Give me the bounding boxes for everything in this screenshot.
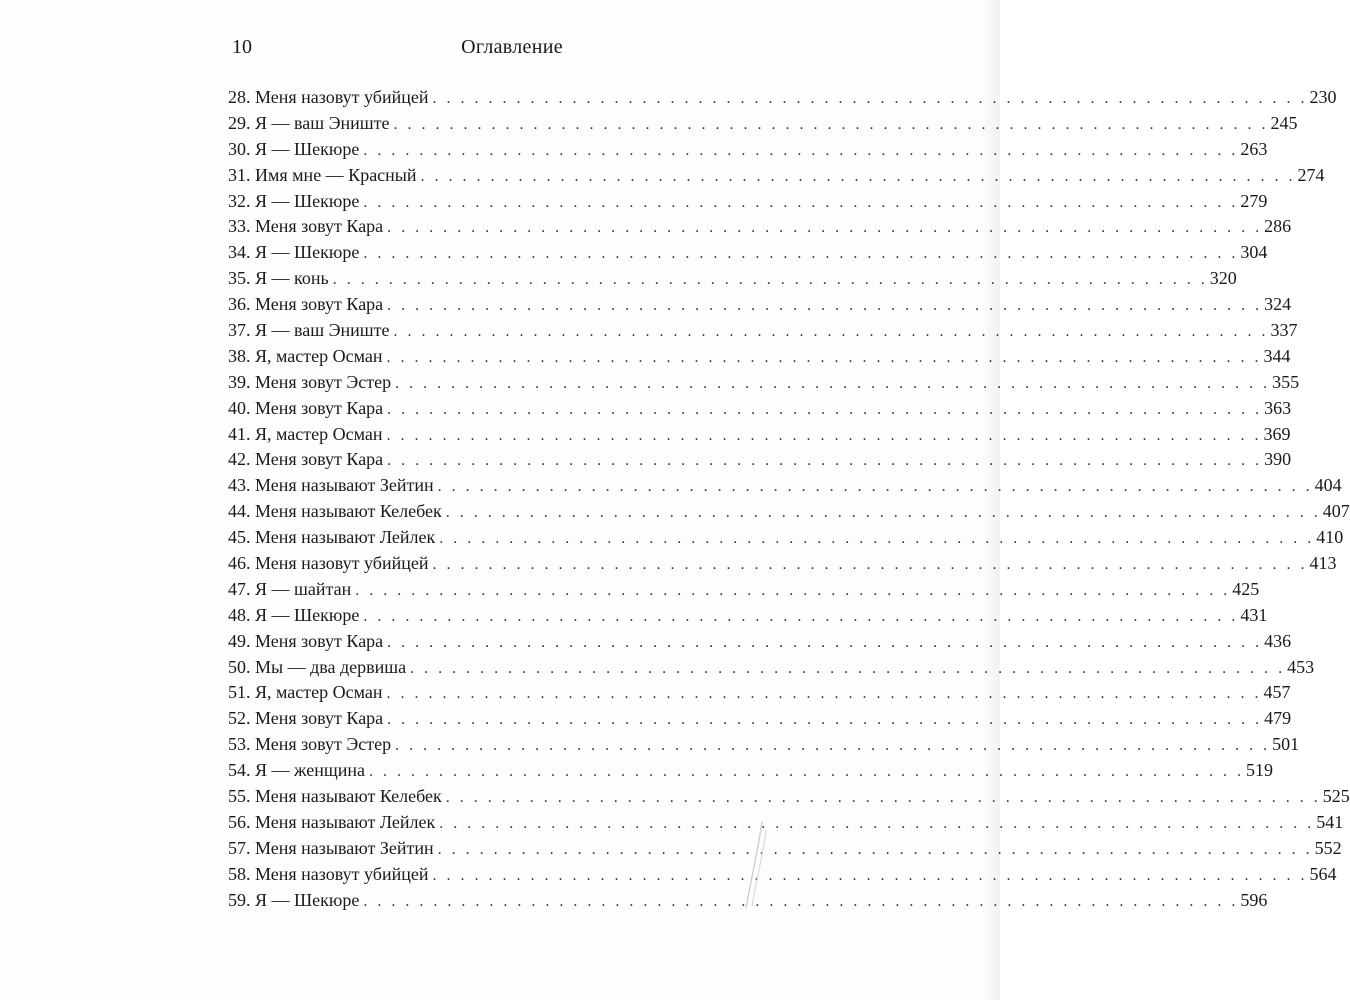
toc-entry bbox=[228, 214, 1292, 240]
toc-leader-dots: . . . . . . . . . . . . . . . . . . . . . . . . . . . . . . . . . . . . . . . . . . . . . . . . . . . . . . . . . . . . . . . bbox=[395, 737, 1271, 755]
toc-leader-dots: . . . . . . . . . . . . . . . . . . . . . . . . . . . . . . . . . . . . . . . . . . . . . . . . . . . . . . . . . . . . . . . bbox=[445, 504, 1321, 522]
toc-entry-page: 501 bbox=[1272, 734, 1300, 755]
toc-entry bbox=[228, 758, 1273, 784]
toc-entry-title: 40. Меня зовут Кара bbox=[228, 397, 384, 418]
toc-entry bbox=[228, 111, 1298, 137]
toc-leader-dots: . . . . . . . . . . . . . . . . . . . . . . . . . . . . . . . . . . . . . . . . . . . . . . . . . . . . . . . . . . . . . . . bbox=[395, 374, 1271, 392]
toc-entry-title: 38. Я, мастер Осман bbox=[228, 345, 383, 366]
toc-entry-title: 44. Меня называют Келебек bbox=[228, 501, 442, 522]
page-number: 10 bbox=[232, 36, 252, 58]
toc-leader-dots: . . . . . . . . . . . . . . . . . . . . . . . . . . . . . . . . . . . . . . . . . . . . . . . . . . . . . . . . . . . . . . . bbox=[386, 426, 1262, 444]
toc-entry-page: 363 bbox=[1264, 397, 1292, 418]
toc-entry bbox=[228, 862, 1337, 888]
toc-leader-dots: . . . . . . . . . . . . . . . . . . . . . . . . . . . . . . . . . . . . . . . . . . . . . . . . . . . . . . . . . . . . . . . bbox=[387, 633, 1263, 651]
toc-entry-page: 279 bbox=[1240, 190, 1268, 211]
table-of-contents bbox=[228, 85, 1350, 914]
toc-leader-dots: . . . . . . . . . . . . . . . . . . . . . . . . . . . . . . . . . . . . . . . . . . . . . . . . . . . . . . . . . . . . . . . bbox=[393, 115, 1269, 133]
toc-entry-page: 457 bbox=[1263, 682, 1291, 703]
toc-entry-page: 425 bbox=[1232, 578, 1260, 599]
toc-leader-dots: . . . . . . . . . . . . . . . . . . . . . . . . . . . . . . . . . . . . . . . . . . . . . . . . . . . . . . . . . . . . . . . bbox=[437, 478, 1313, 496]
toc-leader-dots: . . . . . . . . . . . . . . . . . . . . . . . . . . . . . . . . . . . . . . . . . . . . . . . . . . . . . . . . . . . . . . . bbox=[363, 245, 1239, 263]
toc-entry-title: 33. Меня зовут Кара bbox=[228, 216, 384, 237]
toc-entry bbox=[228, 888, 1268, 914]
toc-leader-dots: . . . . . . . . . . . . . . . . . . . . . . . . . . . . . . . . . . . . . . . . . . . . . . . . . . . . . . . . . . . . . . . bbox=[387, 219, 1263, 237]
toc-leader-dots: . . . . . . . . . . . . . . . . . . . . . . . . . . . . . . . . . . . . . . . . . . . . . . . . . . . . . . . . . . . . . . . bbox=[387, 297, 1263, 315]
toc-entry-page: 436 bbox=[1264, 630, 1292, 651]
toc-entry-title: 58. Меня назовут убийцей bbox=[228, 863, 429, 884]
toc-leader-dots: . . . . . . . . . . . . . . . . . . . . . . . . . . . . . . . . . . . . . . . . . . . . . . . . . . . . . . . . . . . . . . . bbox=[439, 530, 1315, 548]
toc-entry-title: 41. Я, мастер Осман bbox=[228, 423, 383, 444]
toc-entry-title: 47. Я — шайтан bbox=[228, 578, 352, 599]
toc-entry bbox=[228, 680, 1291, 706]
toc-entry-title: 55. Меня называют Келебек bbox=[228, 786, 442, 807]
toc-entry-page: 413 bbox=[1309, 553, 1337, 574]
toc-entry-page: 286 bbox=[1264, 216, 1292, 237]
toc-entry-page: 525 bbox=[1322, 786, 1350, 807]
toc-entry bbox=[228, 810, 1344, 836]
toc-leader-dots: . . . . . . . . . . . . . . . . . . . . . . . . . . . . . . . . . . . . . . . . . . . . . . . . . . . . . . . . . . . . . . . bbox=[363, 141, 1239, 159]
toc-entry bbox=[228, 292, 1292, 318]
toc-entry bbox=[228, 577, 1260, 603]
toc-leader-dots: . . . . . . . . . . . . . . . . . . . . . . . . . . . . . . . . . . . . . . . . . . . . . . . . . . . . . . . . . . . . . . . bbox=[363, 892, 1239, 910]
page-header bbox=[232, 30, 792, 64]
toc-leader-dots: . . . . . . . . . . . . . . . . . . . . . . . . . . . . . . . . . . . . . . . . . . . . . . . . . . . . . . . . . . . . . . . bbox=[432, 90, 1308, 107]
toc-entry-title: 57. Меня называют Зейтин bbox=[228, 837, 434, 858]
running-title: Оглавление bbox=[461, 36, 563, 58]
toc-entry-page: 552 bbox=[1314, 837, 1342, 858]
toc-leader-dots: . . . . . . . . . . . . . . . . . . . . . . . . . . . . . . . . . . . . . . . . . . . . . . . . . . . . . . . . . . . . . . . bbox=[445, 789, 1321, 807]
toc-entry-page: 407 bbox=[1322, 501, 1350, 522]
toc-entry-title: 52. Меня зовут Кара bbox=[228, 708, 384, 729]
toc-entry bbox=[228, 525, 1344, 551]
toc-entry-title: 59. Я — Шекюре bbox=[228, 889, 360, 910]
toc-entry-title: 53. Меня зовут Эстер bbox=[228, 734, 392, 755]
toc-entry-page: 453 bbox=[1287, 656, 1315, 677]
toc-leader-dots: . . . . . . . . . . . . . . . . . . . . . . . . . . . . . . . . . . . . . . . . . . . . . . . . . . . . . . . . . . . . . . . bbox=[332, 271, 1208, 289]
toc-entry-page: 541 bbox=[1316, 811, 1344, 832]
toc-entry bbox=[228, 163, 1325, 189]
toc-entry bbox=[228, 266, 1237, 292]
toc-entry-page: 410 bbox=[1316, 527, 1344, 548]
toc-entry bbox=[228, 396, 1292, 422]
toc-leader-dots: . . . . . . . . . . . . . . . . . . . . . . . . . . . . . . . . . . . . . . . . . . . . . . . . . . . . . . . . . . . . . . . bbox=[387, 452, 1263, 470]
toc-entry-title: 51. Я, мастер Осман bbox=[228, 682, 383, 703]
toc-leader-dots: . . . . . . . . . . . . . . . . . . . . . . . . . . . . . . . . . . . . . . . . . . . . . . . . . . . . . . . . . . . . . . . bbox=[410, 659, 1286, 677]
toc-entry-page: 337 bbox=[1270, 320, 1298, 341]
toc-leader-dots: . . . . . . . . . . . . . . . . . . . . . . . . . . . . . . . . . . . . . . . . . . . . . . . . . . . . . . . . . . . . . . . bbox=[363, 607, 1239, 625]
toc-entry bbox=[228, 629, 1292, 655]
toc-leader-dots: . . . . . . . . . . . . . . . . . . . . . . . . . . . . . . . . . . . . . . . . . . . . . . . . . . . . . . . . . . . . . . . bbox=[420, 167, 1296, 185]
toc-leader-dots: . . . . . . . . . . . . . . . . . . . . . . . . . . . . . . . . . . . . . . . . . . . . . . . . . . . . . . . . . . . . . . . bbox=[387, 400, 1263, 418]
toc-entry-page: 519 bbox=[1245, 760, 1273, 781]
toc-entry-page: 274 bbox=[1297, 164, 1325, 185]
pencil-mark-icon bbox=[740, 820, 770, 910]
toc-entry bbox=[228, 732, 1300, 758]
toc-entry-page: 245 bbox=[1270, 112, 1298, 133]
toc-entry bbox=[228, 344, 1291, 370]
toc-entry-page: 390 bbox=[1264, 449, 1292, 470]
toc-entry-page: 564 bbox=[1309, 863, 1337, 884]
toc-entry-page: 320 bbox=[1209, 268, 1237, 289]
toc-entry bbox=[228, 603, 1268, 629]
toc-entry-title: 35. Я — конь bbox=[228, 268, 329, 289]
toc-entry bbox=[228, 473, 1342, 499]
toc-entry-title: 45. Меня называют Лейлек bbox=[228, 527, 436, 548]
toc-entry bbox=[228, 655, 1315, 681]
toc-leader-dots: . . . . . . . . . . . . . . . . . . . . . . . . . . . . . . . . . . . . . . . . . . . . . . . . . . . . . . . . . . . . . . . bbox=[363, 193, 1239, 211]
toc-entry-title: 43. Меня называют Зейтин bbox=[228, 475, 434, 496]
toc-entry-title: 36. Меня зовут Кара bbox=[228, 294, 384, 315]
toc-entry bbox=[228, 318, 1298, 344]
toc-entry-page: 230 bbox=[1309, 87, 1337, 107]
toc-leader-dots: . . . . . . . . . . . . . . . . . . . . . . . . . . . . . . . . . . . . . . . . . . . . . . . . . . . . . . . . . . . . . . . bbox=[432, 866, 1308, 884]
toc-entry-page: 355 bbox=[1272, 371, 1300, 392]
toc-entry bbox=[228, 422, 1291, 448]
toc-leader-dots: . . . . . . . . . . . . . . . . . . . . . . . . . . . . . . . . . . . . . . . . . . . . . . . . . . . . . . . . . . . . . . . bbox=[393, 323, 1269, 341]
toc-entry-title: 30. Я — Шекюре bbox=[228, 138, 360, 159]
toc-entry-title: 50. Мы — два дервиша bbox=[228, 656, 407, 677]
toc-entry-page: 431 bbox=[1240, 604, 1268, 625]
toc-entry bbox=[228, 784, 1350, 810]
toc-entry-page: 344 bbox=[1263, 345, 1291, 366]
toc-leader-dots: . . . . . . . . . . . . . . . . . . . . . . . . . . . . . . . . . . . . . . . . . . . . . . . . . . . . . . . . . . . . . . . bbox=[386, 348, 1262, 366]
toc-entry-title: 46. Меня назовут убийцей bbox=[228, 553, 429, 574]
toc-leader-dots: . . . . . . . . . . . . . . . . . . . . . . . . . . . . . . . . . . . . . . . . . . . . . . . . . . . . . . . . . . . . . . . bbox=[386, 685, 1262, 703]
toc-leader-dots: . . . . . . . . . . . . . . . . . . . . . . . . . . . . . . . . . . . . . . . . . . . . . . . . . . . . . . . . . . . . . . . bbox=[439, 814, 1315, 832]
toc-entry bbox=[228, 370, 1300, 396]
toc-entry-title: 54. Я — женщина bbox=[228, 760, 365, 781]
toc-entry-title: 34. Я — Шекюре bbox=[228, 242, 360, 263]
toc-entry-page: 404 bbox=[1314, 475, 1342, 496]
toc-entry-page: 369 bbox=[1263, 423, 1291, 444]
toc-entry bbox=[228, 189, 1268, 215]
toc-leader-dots: . . . . . . . . . . . . . . . . . . . . . . . . . . . . . . . . . . . . . . . . . . . . . . . . . . . . . . . . . . . . . . . bbox=[387, 711, 1263, 729]
toc-leader-dots: . . . . . . . . . . . . . . . . . . . . . . . . . . . . . . . . . . . . . . . . . . . . . . . . . . . . . . . . . . . . . . . bbox=[368, 763, 1244, 781]
toc-entry-title: 39. Меня зовут Эстер bbox=[228, 371, 392, 392]
toc-entry-page: 304 bbox=[1240, 242, 1268, 263]
toc-entry-title: 29. Я — ваш Эниште bbox=[228, 112, 390, 133]
toc-entry-title: 56. Меня называют Лейлек bbox=[228, 811, 436, 832]
toc-entry bbox=[228, 85, 1337, 111]
toc-entry-title: 32. Я — Шекюре bbox=[228, 190, 360, 211]
toc-entry bbox=[228, 499, 1350, 525]
toc-entry bbox=[228, 240, 1268, 266]
toc-entry bbox=[228, 551, 1337, 577]
toc-entry-title: 48. Я — Шекюре bbox=[228, 604, 360, 625]
toc-entry-page: 596 bbox=[1240, 889, 1268, 910]
toc-leader-dots: . . . . . . . . . . . . . . . . . . . . . . . . . . . . . . . . . . . . . . . . . . . . . . . . . . . . . . . . . . . . . . . bbox=[437, 840, 1313, 858]
toc-entry bbox=[228, 137, 1268, 163]
toc-entry bbox=[228, 706, 1292, 732]
toc-entry-page: 263 bbox=[1240, 138, 1268, 159]
toc-entry-title: 49. Меня зовут Кара bbox=[228, 630, 384, 651]
toc-entry-title: 31. Имя мне — Красный bbox=[228, 164, 417, 185]
toc-entry-page: 324 bbox=[1264, 294, 1292, 315]
toc-entry-title: 28. Меня назовут убийцей bbox=[228, 87, 429, 107]
toc-leader-dots: . . . . . . . . . . . . . . . . . . . . . . . . . . . . . . . . . . . . . . . . . . . . . . . . . . . . . . . . . . . . . . . bbox=[432, 556, 1308, 574]
toc-entry-page: 479 bbox=[1264, 708, 1292, 729]
toc-entry-title: 42. Меня зовут Кара bbox=[228, 449, 384, 470]
toc-leader-dots: . . . . . . . . . . . . . . . . . . . . . . . . . . . . . . . . . . . . . . . . . . . . . . . . . . . . . . . . . . . . . . . bbox=[355, 581, 1231, 599]
toc-entry bbox=[228, 447, 1292, 473]
toc-entry-title: 37. Я — ваш Эниште bbox=[228, 320, 390, 341]
toc-entry bbox=[228, 836, 1342, 862]
